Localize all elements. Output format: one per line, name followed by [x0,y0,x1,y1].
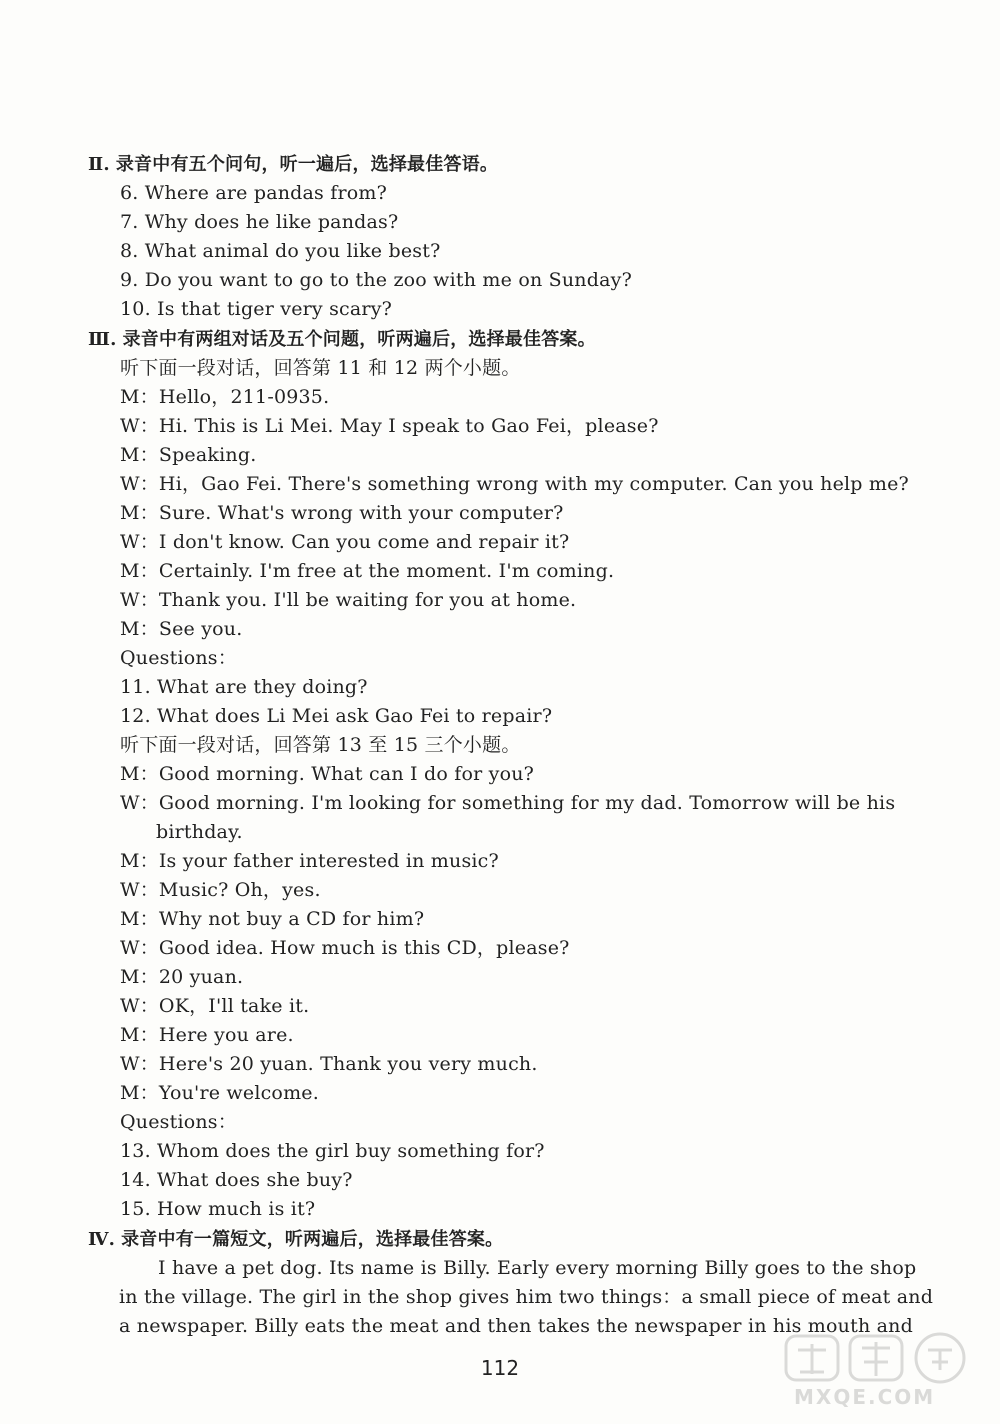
dialogue-line: W：I don't know. Can you come and repair it? [120,531,570,553]
dialogue-line: M：20 yuan. [120,966,244,988]
question-line: 15. How much is it? [120,1198,316,1220]
passage-line: I have a pet dog. Its name is Billy. Early every morning Billy goes to the shop [158,1257,917,1279]
section-number: Ⅱ. [88,154,110,175]
section-title: 录音中有五个问句，听一遍后，选择最佳答语。 [115,154,499,175]
dialogue-line: W：Here's 20 yuan. Thank you very much. [120,1053,538,1075]
dialogue-line: M：Here you are. [120,1024,294,1046]
section-heading-4 [88,1225,503,1254]
section-title: 录音中有两组对话及五个问题，听两遍后，选择最佳答案。 [122,329,596,350]
svg-text:MXQE.COM: MXQE.COM [794,1385,936,1409]
dialogue-line: M：Good morning. What can I do for you? [120,763,535,785]
instruction-line: 听下面一段对话，回答第 13 至 15 三个小题。 [120,734,521,756]
section-title: 录音中有一篇短文，听两遍后，选择最佳答案。 [121,1229,504,1250]
dialogue-line: W：Music? Oh，yes. [120,879,321,901]
dialogue-line: W：OK，I'll take it. [120,995,310,1017]
question-line: 13. Whom does the girl buy something for? [120,1140,545,1162]
question-line: 12. What does Li Mei ask Gao Fei to repair? [120,705,553,727]
question-line: 7. Why does he like pandas? [120,211,399,233]
page-number: 112 [480,1356,520,1380]
question-line: 10. Is that tiger very scary? [120,298,393,320]
question-line: 11. What are they doing? [120,676,368,698]
dialogue-line: M：Certainly. I'm free at the moment. I'm coming. [120,560,615,582]
dialogue-line: W：Good idea. How much is this CD，please? [120,937,570,959]
section-heading-2 [88,150,498,179]
dialogue-line: M：Is your father interested in music? [120,850,499,872]
question-line: 14. What does she buy? [120,1169,353,1191]
dialogue-line: W：Thank you. I'll be waiting for you at home. [120,589,577,611]
dialogue-line: M：Sure. What's wrong with your computer? [120,502,564,524]
dialogue-line: M：You're welcome. [120,1082,319,1104]
section-heading-3 [88,325,596,354]
dialogue-line: W：Hi. This is Li Mei. May I speak to Gao Fei，please? [120,415,659,437]
question-line: 6. Where are pandas from? [120,182,388,204]
dialogue-line: M：Why not buy a CD for him? [120,908,425,930]
dialogue-line: M：Speaking. [120,444,257,466]
section-number: Ⅲ. [88,329,117,350]
instruction-line: 听下面一段对话，回答第 11 和 12 两个小题。 [120,357,521,379]
question-line: 9. Do you want to go to the zoo with me on Sunday? [120,269,632,291]
watermark-logo-icon [776,1332,986,1410]
questions-label: Questions： [120,1111,237,1133]
passage-line: a newspaper. Billy eats the meat and then takes the newspaper in his mouth and [119,1315,913,1337]
dialogue-line-continued: birthday. [156,821,243,843]
passage-line: in the village. The girl in the shop gives him two things：a small piece of meat and [119,1286,934,1308]
section-number: Ⅳ. [88,1229,116,1250]
questions-label: Questions： [120,647,237,669]
dialogue-line: W：Good morning. I'm looking for something for my dad. Tomorrow will be his [120,792,896,814]
question-line: 8. What animal do you like best? [120,240,441,262]
dialogue-line: M：See you. [120,618,243,640]
dialogue-line: W：Hi，Gao Fei. There's something wrong with my computer. Can you help me? [120,473,909,495]
dialogue-line: M：Hello，211-0935. [120,386,330,408]
